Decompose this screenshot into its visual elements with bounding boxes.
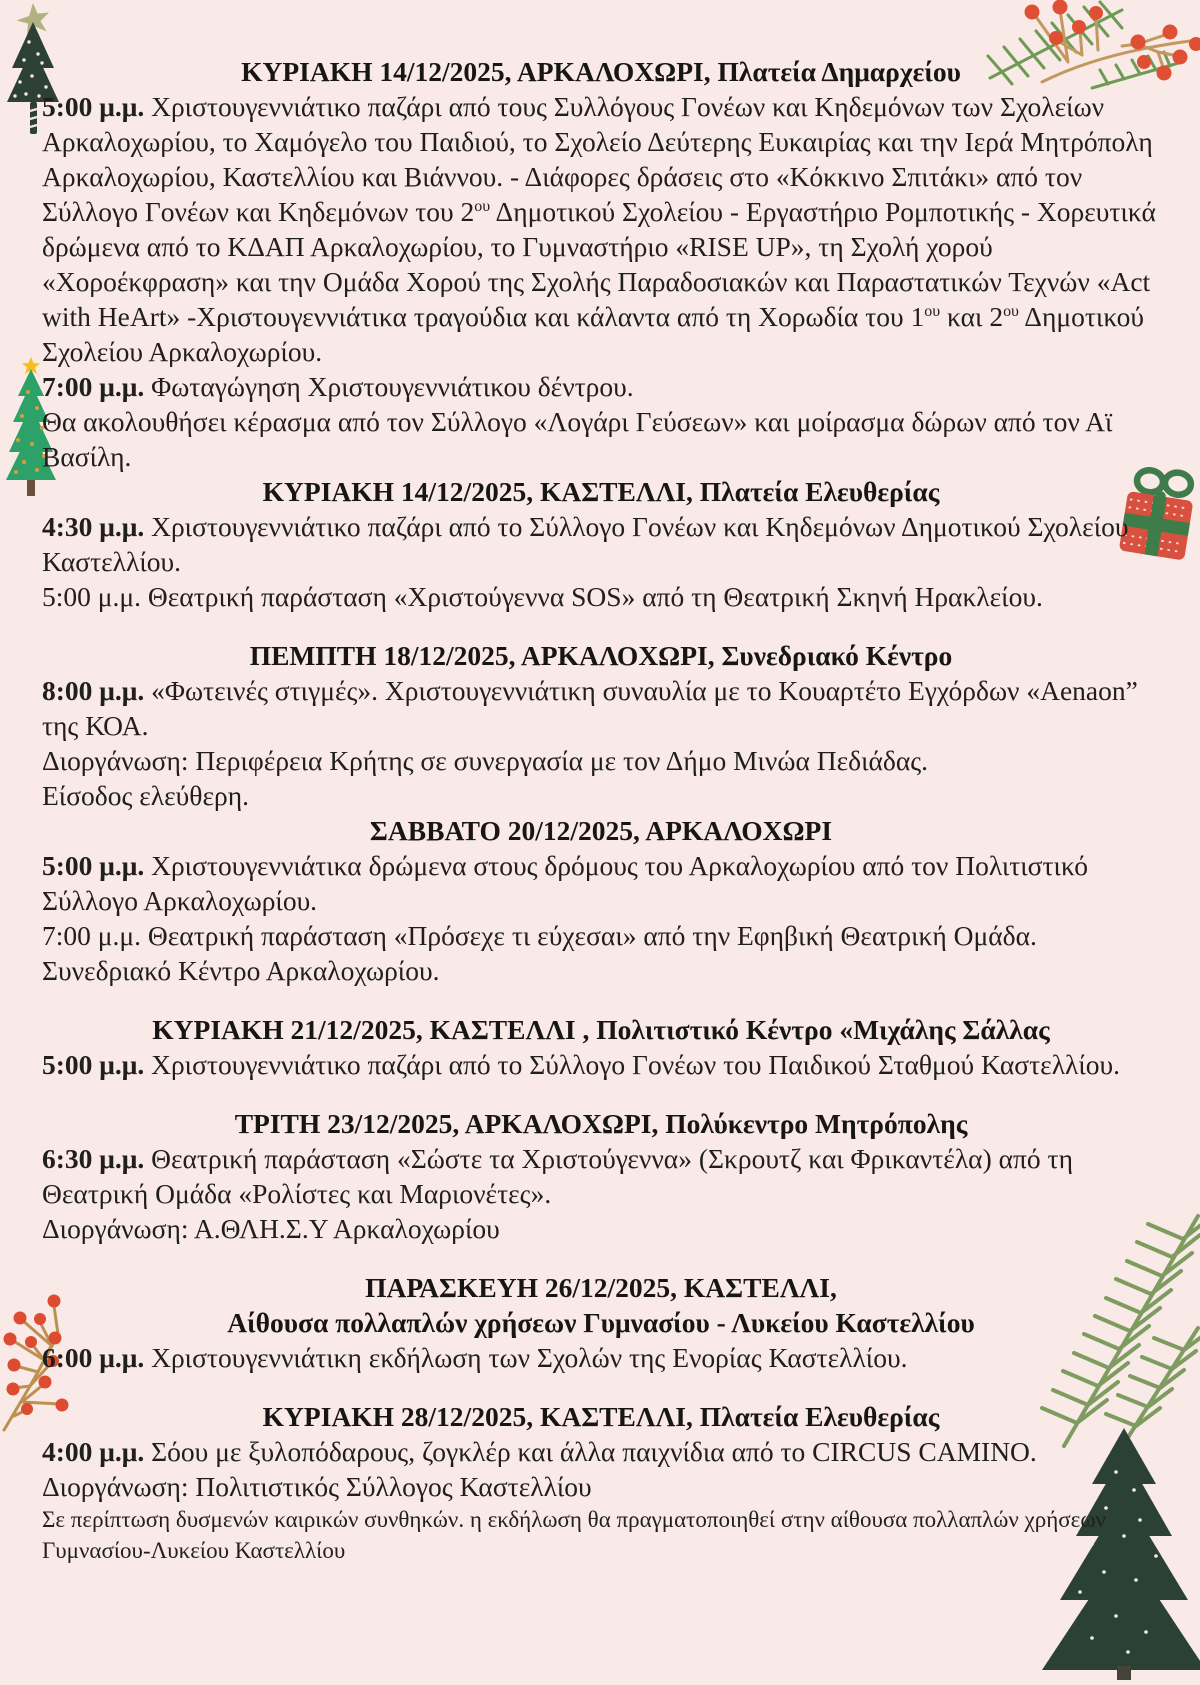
event-item: 7:00 μ.μ. Φωταγώγηση Χριστουγεννιάτικου δέντρου. (42, 371, 634, 402)
event-item: Διοργάνωση: Πολιτιστικός Σύλλογος Καστελλίου (42, 1471, 592, 1502)
event-item: 5:00 μ.μ. Χριστουγεννιάτικα δρώμενα στους δρόμους του Αρκαλοχωρίου από τον Πολιτιστικό Σύλλογο Αρκαλοχωρίου. (42, 850, 1088, 916)
event-heading: ΤΡΙΤΗ 23/12/2025, ΑΡΚΑΛΟΧΩΡΙ, Πολύκεντρο Μητρόπολης (234, 1108, 968, 1139)
event-heading: ΠΑΡΑΣΚΕΥΗ 26/12/2025, ΚΑΣΤΕΛΛΙ, (365, 1272, 837, 1303)
event-heading: ΚΥΡΙΑΚΗ 21/12/2025, ΚΑΣΤΕΛΛΙ , Πολιτιστικό Κέντρο «Μιχάλης Σάλλας (152, 1014, 1050, 1045)
event-list (42, 54, 1160, 1566)
event-section (42, 474, 1160, 614)
event-section (42, 1399, 1160, 1566)
event-section (42, 54, 1160, 474)
event-section (42, 1106, 1160, 1246)
event-item: Είσοδος ελεύθερη. (42, 780, 249, 811)
event-heading: Αίθουσα πολλαπλών χρήσεων Γυμνασίου - Λυκείου Καστελλίου (227, 1307, 975, 1338)
event-item: Διοργάνωση: Α.ΘΛΗ.Σ.Υ Αρκαλοχωρίου (42, 1213, 500, 1244)
event-item: 4:30 μ.μ. Χριστουγεννιάτικο παζάρι από το Σύλλογο Γονέων και Κηδεμόνων Δημοτικού Σχολείου Καστελλίου. (42, 511, 1129, 577)
event-item: Διοργάνωση: Περιφέρεια Κρήτης σε συνεργασία με τον Δήμο Μινώα Πεδιάδας. (42, 745, 929, 776)
event-section (42, 1270, 1160, 1375)
event-item: 5:00 μ.μ. Χριστουγεννιάτικο παζάρι από τους Συλλόγους Γονέων και Κηδεμόνων των Σχολείων Αρκαλοχωρίου, το Χαμόγελο του Παιδιού, το Σχολείο Δεύτερης Ευκαιρίας και την Ιερά Μητρόπολη Αρκαλοχωρίου, Καστελλίου και Βιάννου. - Διάφορες δράσεις στο «Κόκκινο Σπιτάκι» από τον Σύλλογο Γονέων και Κηδεμόνων του $2^{o\upsilon}$ Δημοτικού Σχολείου - Εργαστήριο Ρομποτικής - Χορευτικά δρώμενα από το ΚΔΑΠ Αρκαλοχωρίου, το Γυμναστήριο «RISE UP», τη Σχολή χορού «Χοροέκφραση» και την Ομάδα Χορού της Σχολής Παραδοσιακών και Παραστατικών Τεχνών «Act with HeArt» -Χριστουγεννιάτικα τραγούδια και κάλαντα από τη Χορωδία του $1^{o\upsilon}$ και $2^{o\upsilon}$ Δημοτικού Σχολείου Αρκαλοχωρίου. (42, 91, 1156, 367)
event-item: 6:00 μ.μ. Χριστουγεννιάτικη εκδήλωση των Σχολών της Ενορίας Καστελλίου. (42, 1342, 908, 1373)
event-item: Σε περίπτωση δυσμενών καιρικών συνθηκών. η εκδήλωση θα πραγματοποιηθεί στην αίθουσα πολλαπλών χρήσεων Γυμνασίου-Λυκείου Καστελλίου (42, 1507, 1106, 1563)
event-section (42, 1012, 1160, 1082)
event-heading: ΚΥΡΙΑΚΗ 14/12/2025, ΚΑΣΤΕΛΛΙ, Πλατεία Ελευθερίας (262, 476, 940, 507)
event-section (42, 638, 1160, 813)
event-heading: ΣΑΒΒΑΤΟ 20/12/2025, ΑΡΚΑΛΟΧΩΡΙ (369, 815, 833, 846)
event-item: Θα ακολουθήσει κέρασμα από τον Σύλλογο «Λογάρι Γεύσεων» και μοίρασμα δώρων από τον Αϊ Βασίλη. (42, 406, 1113, 472)
event-section (42, 813, 1160, 988)
event-heading: ΚΥΡΙΑΚΗ 28/12/2025, ΚΑΣΤΕΛΛΙ, Πλατεία Ελευθερίας (262, 1401, 940, 1432)
event-item: 6:30 μ.μ. Θεατρική παράσταση «Σώστε τα Χριστούγεννα» (Σκρουτζ και Φρικαντέλα) από τη Θεατρική Ομάδα «Ρολίστες και Μαριονέτες». (42, 1143, 1073, 1209)
event-item: 5:00 μ.μ. Θεατρική παράσταση «Χριστούγεννα SOS» από τη Θεατρική Σκηνή Ηρακλείου. (42, 581, 1043, 612)
event-item: 8:00 μ.μ. «Φωτεινές στιγμές». Χριστουγεννιάτικη συναυλία με το Κουαρτέτο Εγχόρδων «Aenaon” της ΚΟΑ. (42, 675, 1138, 741)
event-item: 4:00 μ.μ. Σόου με ξυλοπόδαρους, ζογκλέρ και άλλα παιχνίδια από το CIRCUS CAMINO. (42, 1436, 1037, 1467)
event-item: 7:00 μ.μ. Θεατρική παράσταση «Πρόσεχε τι εύχεσαι» από την Εφηβική Θεατρική Ομάδα. Συνεδριακό Κέντρο Αρκαλοχωρίου. (42, 920, 1037, 986)
event-heading: ΠΕΜΠΤΗ 18/12/2025, ΑΡΚΑΛΟΧΩΡΙ, Συνεδριακό Κέντρο (249, 640, 953, 671)
event-item: 5:00 μ.μ. Χριστουγεννιάτικο παζάρι από το Σύλλογο Γονέων του Παιδικού Σταθμού Καστελλίου. (42, 1049, 1120, 1080)
event-heading: ΚΥΡΙΑΚΗ 14/12/2025, ΑΡΚΑΛΟΧΩΡΙ, Πλατεία Δημαρχείου (241, 56, 961, 87)
